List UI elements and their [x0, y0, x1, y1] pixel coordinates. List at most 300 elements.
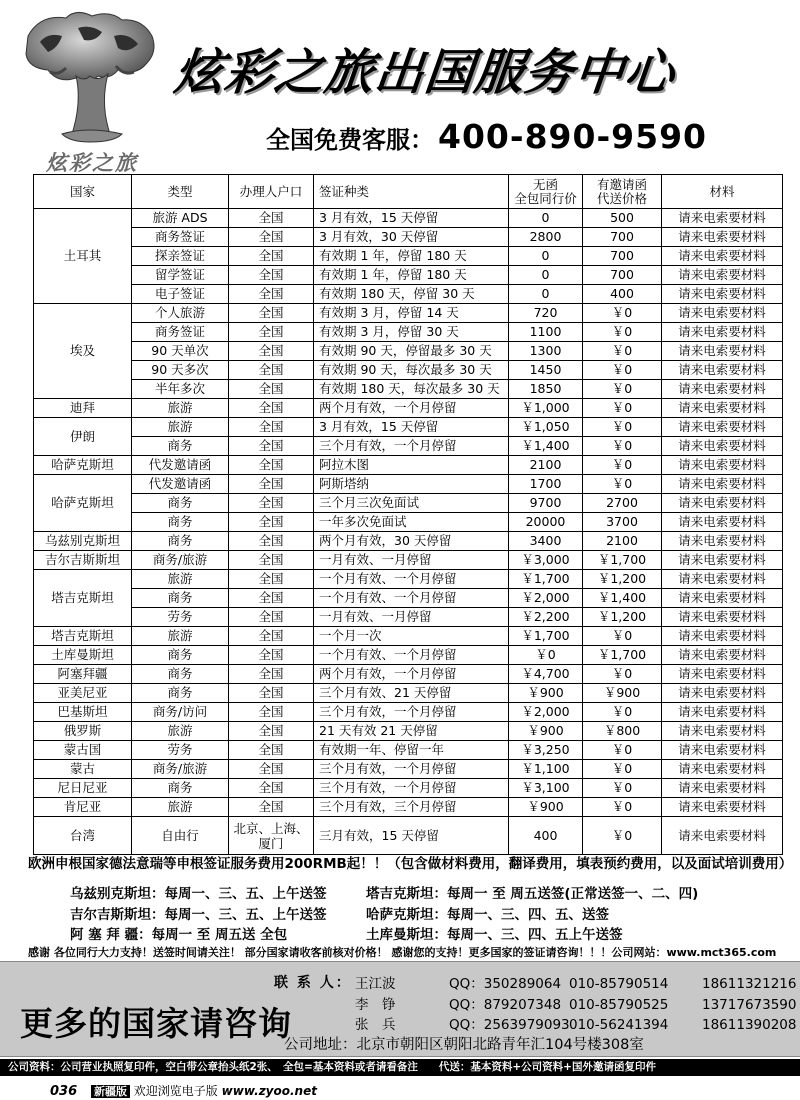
hukou-cell: 全国 — [229, 361, 314, 380]
visa-type-cell: 半年多次 — [132, 380, 229, 399]
materials-cell: 请来电索要材料 — [662, 361, 783, 380]
country-cell: 哈萨克斯坦 — [34, 456, 132, 475]
price-no-letter-cell: 0 — [509, 266, 583, 285]
visa-type-cell: 商务 — [132, 684, 229, 703]
col-header-type — [132, 175, 229, 209]
hukou-cell: 全国 — [229, 627, 314, 646]
materials-cell: 请来电索要材料 — [662, 228, 783, 247]
price-with-letter-cell: ￥0 — [583, 779, 662, 798]
country-cell: 阿塞拜疆 — [34, 665, 132, 684]
visa-type-cell: 90 天多次 — [132, 361, 229, 380]
visa-type-cell: 旅游 ADS — [132, 209, 229, 228]
table-row — [34, 646, 783, 665]
price-no-letter-cell: 1700 — [509, 475, 583, 494]
hukou-cell: 全国 — [229, 703, 314, 722]
table-row — [34, 475, 783, 494]
edition-badge: 新疆版 — [91, 1085, 130, 1098]
contact-mobile: 13717673590 — [702, 997, 797, 1013]
visa-kind-cell: 有效期 1 年，停留 180 天 — [314, 266, 509, 285]
contact-qq: QQ：879207348 — [449, 997, 562, 1013]
visa-kind-cell: 三个月有效，一个月停留 — [314, 760, 509, 779]
country-cell: 肯尼亚 — [34, 798, 132, 817]
visa-kind-cell: 两个月有效，30 天停留 — [314, 532, 509, 551]
price-no-letter-cell: 1450 — [509, 361, 583, 380]
price-no-letter-cell: 0 — [509, 285, 583, 304]
table-row — [34, 228, 783, 247]
table-row — [34, 304, 783, 323]
country-cell: 台湾 — [34, 817, 132, 855]
visa-type-cell: 商务签证 — [132, 228, 229, 247]
visa-type-cell: 商务/旅游 — [132, 551, 229, 570]
hukou-cell: 全国 — [229, 285, 314, 304]
welcome-text: 欢迎浏览电子版 — [133, 1084, 218, 1098]
col-header-country — [34, 175, 132, 209]
table-header-row — [34, 175, 783, 209]
page-title: 炫彩之旅出国服务中心 — [171, 44, 678, 101]
country-cell: 塔吉克斯坦 — [34, 570, 132, 627]
country-cell: 乌兹别克斯坦 — [34, 532, 132, 551]
visa-kind-cell: 一年多次免面试 — [314, 513, 509, 532]
materials-cell: 请来电索要材料 — [662, 342, 783, 361]
table-row — [34, 570, 783, 589]
country-cell: 巴基斯坦 — [34, 703, 132, 722]
country-cell: 蒙古国 — [34, 741, 132, 760]
hukou-cell: 全国 — [229, 342, 314, 361]
schedule-tajikistan: 塔吉克斯坦：每周一 至 周五送签(正常送签一、二、四) — [366, 886, 699, 902]
visa-kind-cell: 三个月有效，一个月停留 — [314, 437, 509, 456]
hukou-cell: 全国 — [229, 304, 314, 323]
price-no-letter-cell: 9700 — [509, 494, 583, 513]
table-row — [34, 323, 783, 342]
country-cell: 哈萨克斯坦 — [34, 475, 132, 532]
materials-cell: 请来电索要材料 — [662, 570, 783, 589]
materials-cell: 请来电索要材料 — [662, 399, 783, 418]
price-no-letter-cell: ￥2,000 — [509, 589, 583, 608]
schedule-uzbekistan: 乌兹别克斯坦：每周一、三、五、上午送签 — [70, 886, 327, 902]
price-no-letter-cell: ￥3,000 — [509, 551, 583, 570]
contact-name: 王江波 — [355, 976, 396, 992]
price-with-letter-cell: 2100 — [583, 532, 662, 551]
visa-type-cell: 商务 — [132, 437, 229, 456]
price-with-letter-cell: ￥1,200 — [583, 570, 662, 589]
visa-type-cell: 商务 — [132, 494, 229, 513]
hukou-cell: 全国 — [229, 247, 314, 266]
col-header-price-with-letter — [583, 175, 662, 209]
country-cell: 吉尔吉斯斯坦 — [34, 551, 132, 570]
visa-kind-cell: 一个月一次 — [314, 627, 509, 646]
materials-cell: 请来电索要材料 — [662, 779, 783, 798]
website-link[interactable]: www.zyoo.net — [221, 1084, 317, 1098]
visa-type-cell: 劳务 — [132, 608, 229, 627]
header-text: 办理人户口 — [239, 183, 303, 199]
visa-kind-cell: 3 月有效，15 天停留 — [314, 209, 509, 228]
hukou-cell: 全国 — [229, 608, 314, 627]
hukou-cell: 全国 — [229, 266, 314, 285]
visa-kind-cell: 一月有效、一月停留 — [314, 551, 509, 570]
price-no-letter-cell: ￥1,050 — [509, 418, 583, 437]
visa-kind-cell: 有效期 3 月，停留 14 天 — [314, 304, 509, 323]
price-no-letter-cell: ￥1,700 — [509, 570, 583, 589]
table-row — [34, 209, 783, 228]
hukou-cell: 全国 — [229, 570, 314, 589]
visa-kind-cell: 有效期 180 天，每次最多 30 天 — [314, 380, 509, 399]
price-with-letter-cell: ￥0 — [583, 741, 662, 760]
contact-tel: 010-56241394 — [569, 1017, 669, 1033]
price-with-letter-cell: ￥0 — [583, 323, 662, 342]
price-no-letter-cell: 0 — [509, 247, 583, 266]
hukou-cell: 全国 — [229, 589, 314, 608]
price-with-letter-cell: ￥0 — [583, 437, 662, 456]
country-cell: 迪拜 — [34, 399, 132, 418]
hukou-cell: 全国 — [229, 494, 314, 513]
visa-type-cell: 代发邀请函 — [132, 456, 229, 475]
price-with-letter-cell: 400 — [583, 285, 662, 304]
visa-kind-cell: 有效期 180 天，停留 30 天 — [314, 285, 509, 304]
col-header-materials — [662, 175, 783, 209]
hukou-cell: 全国 — [229, 513, 314, 532]
materials-cell: 请来电索要材料 — [662, 684, 783, 703]
materials-cell: 请来电索要材料 — [662, 285, 783, 304]
table-row — [34, 418, 783, 437]
visa-type-cell: 旅游 — [132, 627, 229, 646]
price-with-letter-cell: ￥0 — [583, 380, 662, 399]
visa-kind-cell: 一个月有效、一个月停留 — [314, 646, 509, 665]
table-row — [34, 437, 783, 456]
price-with-letter-cell: ￥0 — [583, 760, 662, 779]
hukou-cell: 全国 — [229, 456, 314, 475]
price-no-letter-cell: 1850 — [509, 380, 583, 399]
visa-type-cell: 留学签证 — [132, 266, 229, 285]
visa-type-cell: 探亲签证 — [132, 247, 229, 266]
country-cell: 蒙古 — [34, 760, 132, 779]
visa-kind-cell: 有效期 1 年，停留 180 天 — [314, 247, 509, 266]
price-with-letter-cell: ￥0 — [583, 798, 662, 817]
visa-type-cell: 商务 — [132, 665, 229, 684]
hotline-label: 全国免费客服： — [266, 126, 434, 154]
materials-cell: 请来电索要材料 — [662, 798, 783, 817]
visa-type-cell: 商务签证 — [132, 323, 229, 342]
col-header-price-no-letter — [509, 175, 583, 209]
table-row — [34, 551, 783, 570]
schedule-kyrgyzstan: 吉尔吉斯斯坦：每周一、三、五、上午送签 — [70, 907, 327, 923]
materials-cell: 请来电索要材料 — [662, 589, 783, 608]
table-row — [34, 817, 783, 855]
visa-type-cell: 旅游 — [132, 570, 229, 589]
materials-cell: 请来电索要材料 — [662, 380, 783, 399]
hukou-cell: 全国 — [229, 646, 314, 665]
visa-kind-cell: 三个月有效，一个月停留 — [314, 779, 509, 798]
visa-kind-cell: 三月有效，15 天停留 — [314, 817, 509, 855]
hukou-cell: 全国 — [229, 760, 314, 779]
header-text: 签证种类 — [319, 183, 370, 199]
table-row — [34, 532, 783, 551]
price-no-letter-cell: ￥0 — [509, 646, 583, 665]
visa-type-cell: 商务 — [132, 779, 229, 798]
materials-cell: 请来电索要材料 — [662, 418, 783, 437]
contact-label: 联 系 人： — [274, 975, 352, 991]
table-row — [34, 760, 783, 779]
visa-kind-cell: 两个月有效，一个月停留 — [314, 399, 509, 418]
price-with-letter-cell: ￥1,700 — [583, 551, 662, 570]
price-no-letter-cell: 3400 — [509, 532, 583, 551]
price-no-letter-cell: 2800 — [509, 228, 583, 247]
price-with-letter-cell: ￥0 — [583, 475, 662, 494]
price-with-letter-cell: ￥0 — [583, 703, 662, 722]
contact-qq: QQ：350289064 — [449, 976, 562, 992]
table-row — [34, 247, 783, 266]
contact-row — [355, 972, 796, 992]
visa-table-body — [34, 209, 783, 855]
country-cell: 塔吉克斯坦 — [34, 627, 132, 646]
contact-tel: 010-85790514 — [569, 976, 669, 992]
table-row — [34, 741, 783, 760]
col-header-visa-kind — [314, 175, 509, 209]
price-with-letter-cell: ￥0 — [583, 665, 662, 684]
hukou-cell: 全国 — [229, 551, 314, 570]
price-no-letter-cell: ￥1,400 — [509, 437, 583, 456]
price-with-letter-cell: 700 — [583, 228, 662, 247]
table-row — [34, 798, 783, 817]
schedule-turkmenistan: 土库曼斯坦：每周一、三、四、五上午送签 — [366, 927, 623, 943]
contact-qq: QQ：2563979093 — [449, 1017, 570, 1033]
price-with-letter-cell: ￥0 — [583, 456, 662, 475]
hukou-cell: 北京、上海、 厦门 — [229, 817, 314, 855]
schengen-promo: 欧洲申根国家德法意瑞等申根签证服务费用200RMB起！！（包含做材料费用，翻译费用，填表预约费用，以及面试培训费用） — [28, 856, 793, 872]
table-row — [34, 779, 783, 798]
table-row — [34, 589, 783, 608]
hukou-cell: 全国 — [229, 779, 314, 798]
page-number: 036 — [50, 1084, 78, 1099]
price-with-letter-cell: ￥0 — [583, 817, 662, 855]
table-row — [34, 494, 783, 513]
hukou-cell: 全国 — [229, 665, 314, 684]
materials-cell: 请来电索要材料 — [662, 304, 783, 323]
visa-type-cell: 商务 — [132, 532, 229, 551]
visa-kind-cell: 有效期 90 天，停留最多 30 天 — [314, 342, 509, 361]
hukou-cell: 全国 — [229, 437, 314, 456]
price-with-letter-cell: 700 — [583, 247, 662, 266]
price-no-letter-cell: ￥1,700 — [509, 627, 583, 646]
table-row — [34, 380, 783, 399]
materials-cell: 请来电索要材料 — [662, 456, 783, 475]
materials-cell: 请来电索要材料 — [662, 551, 783, 570]
price-no-letter-cell: ￥2,200 — [509, 608, 583, 627]
hukou-cell: 全国 — [229, 228, 314, 247]
hukou-cell: 全国 — [229, 323, 314, 342]
contact-row — [355, 1013, 796, 1033]
header-text: 国家 — [69, 183, 95, 199]
visa-kind-cell: 有效期 90 天，每次最多 30 天 — [314, 361, 509, 380]
visa-type-cell: 商务/旅游 — [132, 760, 229, 779]
logo-text: 炫彩之旅 — [46, 151, 138, 175]
price-no-letter-cell: 400 — [509, 817, 583, 855]
contact-row — [355, 993, 796, 1013]
price-no-letter-cell: 2100 — [509, 456, 583, 475]
hukou-cell: 全国 — [229, 209, 314, 228]
price-with-letter-cell: ￥1,700 — [583, 646, 662, 665]
materials-cell: 请来电索要材料 — [662, 608, 783, 627]
table-row — [34, 627, 783, 646]
country-cell: 土库曼斯坦 — [34, 646, 132, 665]
header-text: 材料 — [709, 183, 735, 199]
hotline-number: 400-890-9590 — [438, 117, 708, 156]
hukou-cell: 全国 — [229, 684, 314, 703]
price-with-letter-cell: ￥800 — [583, 722, 662, 741]
col-header-hukou — [229, 175, 314, 209]
visa-kind-cell: 一个月有效、一个月停留 — [314, 589, 509, 608]
materials-cell: 请来电索要材料 — [662, 323, 783, 342]
visa-type-cell: 旅游 — [132, 418, 229, 437]
visa-kind-cell: 三个月有效，三个月停留 — [314, 798, 509, 817]
contact-name: 张 兵 — [355, 1017, 396, 1033]
company-address: 公司地址：北京市朝阳区朝阳北路青年汇104号楼308室 — [284, 1037, 644, 1053]
materials-cell: 请来电索要材料 — [662, 760, 783, 779]
materials-cell: 请来电索要材料 — [662, 494, 783, 513]
table-row — [34, 456, 783, 475]
schedule-kazakhstan: 哈萨克斯坦：每周一、三、四、五、送签 — [366, 907, 609, 923]
materials-cell: 请来电索要材料 — [662, 513, 783, 532]
country-cell: 伊朗 — [34, 418, 132, 456]
price-with-letter-cell: ￥0 — [583, 627, 662, 646]
table-row — [34, 703, 783, 722]
visa-kind-cell: 有效期一年、停留一年 — [314, 741, 509, 760]
visa-kind-cell: 阿斯塔纳 — [314, 475, 509, 494]
visa-kind-cell: 两个月有效，一个月停留 — [314, 665, 509, 684]
table-row — [34, 342, 783, 361]
table-row — [34, 684, 783, 703]
visa-kind-cell: 有效期 3 月，停留 30 天 — [314, 323, 509, 342]
price-with-letter-cell: 3700 — [583, 513, 662, 532]
visa-type-cell: 商务 — [132, 513, 229, 532]
hotline — [266, 117, 707, 156]
page-header — [0, 0, 800, 175]
materials-cell: 请来电索要材料 — [662, 646, 783, 665]
materials-cell: 请来电索要材料 — [662, 266, 783, 285]
visa-type-cell: 旅游 — [132, 722, 229, 741]
materials-cell: 请来电索要材料 — [662, 703, 783, 722]
header-text: 无函 全包同行价 — [514, 176, 577, 206]
visa-kind-cell: 3 月有效，30 天停留 — [314, 228, 509, 247]
visa-type-cell: 自由行 — [132, 817, 229, 855]
contact-box — [0, 961, 800, 1057]
visa-type-cell: 商务 — [132, 589, 229, 608]
materials-cell: 请来电索要材料 — [662, 741, 783, 760]
visa-type-cell: 劳务 — [132, 741, 229, 760]
visa-type-cell: 个人旅游 — [132, 304, 229, 323]
visa-kind-cell: 三个月三次免面试 — [314, 494, 509, 513]
price-with-letter-cell: 500 — [583, 209, 662, 228]
visa-kind-cell: 3 月有效，15 天停留 — [314, 418, 509, 437]
more-countries-heading: 更多的国家请咨询 — [20, 1004, 292, 1043]
price-with-letter-cell: ￥0 — [583, 418, 662, 437]
price-with-letter-cell: ￥1,400 — [583, 589, 662, 608]
price-no-letter-cell: ￥2,000 — [509, 703, 583, 722]
visa-type-cell: 商务/访问 — [132, 703, 229, 722]
country-cell: 俄罗斯 — [34, 722, 132, 741]
visa-type-cell: 代发邀请函 — [132, 475, 229, 494]
visa-kind-cell: 一个月有效、一个月停留 — [314, 570, 509, 589]
table-row — [34, 665, 783, 684]
price-with-letter-cell: ￥0 — [583, 342, 662, 361]
header-text: 有邀请函 代送价格 — [596, 176, 647, 206]
price-with-letter-cell: ￥0 — [583, 304, 662, 323]
table-row — [34, 608, 783, 627]
country-cell: 土耳其 — [34, 209, 132, 304]
price-no-letter-cell: ￥3,250 — [509, 741, 583, 760]
price-no-letter-cell: 1300 — [509, 342, 583, 361]
price-no-letter-cell: ￥900 — [509, 722, 583, 741]
table-row — [34, 399, 783, 418]
materials-cell: 请来电索要材料 — [662, 475, 783, 494]
table-row — [34, 361, 783, 380]
header-text: 类型 — [167, 183, 193, 199]
price-with-letter-cell: 700 — [583, 266, 662, 285]
price-with-letter-cell: 2700 — [583, 494, 662, 513]
hukou-cell: 全国 — [229, 418, 314, 437]
price-no-letter-cell: 20000 — [509, 513, 583, 532]
price-with-letter-cell: ￥1,200 — [583, 608, 662, 627]
materials-cell: 请来电索要材料 — [662, 209, 783, 228]
price-no-letter-cell: ￥1,100 — [509, 760, 583, 779]
contact-mobile: 18611321216 — [702, 976, 797, 992]
contact-mobile: 18611390208 — [702, 1017, 797, 1033]
materials-cell: 请来电索要材料 — [662, 665, 783, 684]
thanks-note: 感谢 各位同行大力支持！送签时间请关注！ 部分国家请收客前核对价格！ 感谢您的支持！更多国家的签证请咨询！！！公司网站：www.mct365.com — [28, 946, 777, 959]
visa-type-cell: 商务 — [132, 646, 229, 665]
visa-kind-cell: 三个月有效，一个月停留 — [314, 703, 509, 722]
visa-kind-cell: 阿拉木图 — [314, 456, 509, 475]
hukou-cell: 全国 — [229, 741, 314, 760]
price-with-letter-cell: ￥0 — [583, 361, 662, 380]
materials-cell: 请来电索要材料 — [662, 817, 783, 855]
country-cell: 亚美尼亚 — [34, 684, 132, 703]
price-no-letter-cell: 0 — [509, 209, 583, 228]
hukou-cell: 全国 — [229, 722, 314, 741]
page-footer — [50, 1082, 317, 1099]
table-row — [34, 513, 783, 532]
visa-kind-cell: 一月有效、一月停留 — [314, 608, 509, 627]
materials-cell: 请来电索要材料 — [662, 627, 783, 646]
hukou-cell: 全国 — [229, 798, 314, 817]
price-no-letter-cell: ￥900 — [509, 798, 583, 817]
materials-cell: 请来电索要材料 — [662, 532, 783, 551]
documents-bar: 公司资料：公司营业执照复印件，空白带公章抬头纸2张、 全包=基本资料或者请看备注 代送：基本资料+公司资料+国外邀请函复印件 — [0, 1059, 800, 1076]
visa-type-cell: 旅游 — [132, 399, 229, 418]
hukou-cell: 全国 — [229, 475, 314, 494]
price-no-letter-cell: ￥3,100 — [509, 779, 583, 798]
hukou-cell: 全国 — [229, 399, 314, 418]
price-no-letter-cell: ￥900 — [509, 684, 583, 703]
table-row — [34, 722, 783, 741]
country-cell: 埃及 — [34, 304, 132, 399]
materials-cell: 请来电索要材料 — [662, 247, 783, 266]
schedule-azerbaijan: 阿 塞 拜 疆：每周一 至 周五送 全包 — [70, 927, 288, 943]
visa-type-cell: 旅游 — [132, 798, 229, 817]
table-row — [34, 285, 783, 304]
price-with-letter-cell: ￥900 — [583, 684, 662, 703]
contact-name: 李 铮 — [355, 997, 396, 1013]
materials-cell: 请来电索要材料 — [662, 437, 783, 456]
visa-price-table — [33, 174, 783, 855]
hukou-cell: 全国 — [229, 532, 314, 551]
price-no-letter-cell: 1100 — [509, 323, 583, 342]
visa-type-cell: 90 天单次 — [132, 342, 229, 361]
visa-type-cell: 电子签证 — [132, 285, 229, 304]
price-no-letter-cell: ￥4,700 — [509, 665, 583, 684]
contact-tel: 010-85790525 — [569, 997, 669, 1013]
visa-kind-cell: 21 天有效 21 天停留 — [314, 722, 509, 741]
materials-cell: 请来电索要材料 — [662, 722, 783, 741]
